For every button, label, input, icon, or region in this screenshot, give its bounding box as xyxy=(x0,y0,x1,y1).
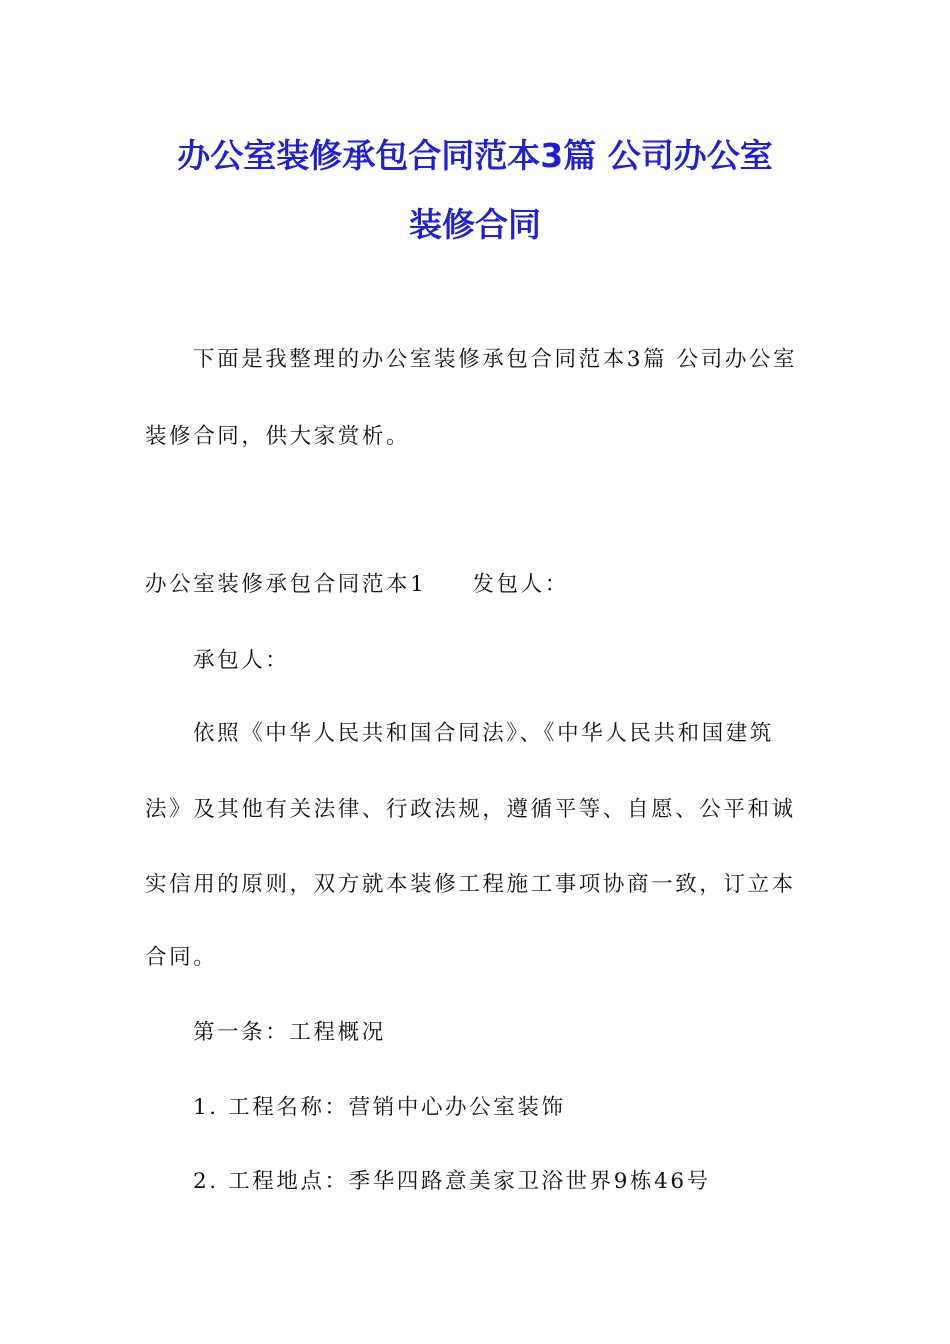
paragraph-1-line-1: 依照《中华人民共和国合同法》、《中华人民共和国建筑 xyxy=(193,721,775,746)
document-title-line-1: 办公室装修承包合同范本3篇 公司办公室 xyxy=(177,136,773,175)
section-heading-row xyxy=(145,570,569,600)
document-title-line-2: 装修合同 xyxy=(409,205,541,244)
contractor-label: 承包人： xyxy=(193,648,290,673)
article-1-heading: 第一条：工程概况 xyxy=(193,1020,386,1045)
section-heading: 办公室装修承包合同范本1 xyxy=(145,572,427,597)
intro-line-2: 装修合同，供大家赏析。 xyxy=(145,424,411,449)
intro-line-1: 下面是我整理的办公室装修承包合同范本3篇 公司办公室 xyxy=(193,347,798,372)
list-item-project-name: 1. 工程名称：营销中心办公室装饰 xyxy=(193,1095,566,1120)
employer-label: 发包人： xyxy=(472,572,569,597)
paragraph-1-line-3: 实信用的原则，双方就本装修工程施工事项协商一致，订立本 xyxy=(145,872,796,897)
paragraph-1-line-4: 合同。 xyxy=(145,945,218,970)
list-item-project-location: 2. 工程地点：季华四路意美家卫浴世界9栋46号 xyxy=(193,1169,711,1194)
paragraph-1-line-2: 法》及其他有关法律、行政法规，遵循平等、自愿、公平和诚 xyxy=(145,797,796,822)
